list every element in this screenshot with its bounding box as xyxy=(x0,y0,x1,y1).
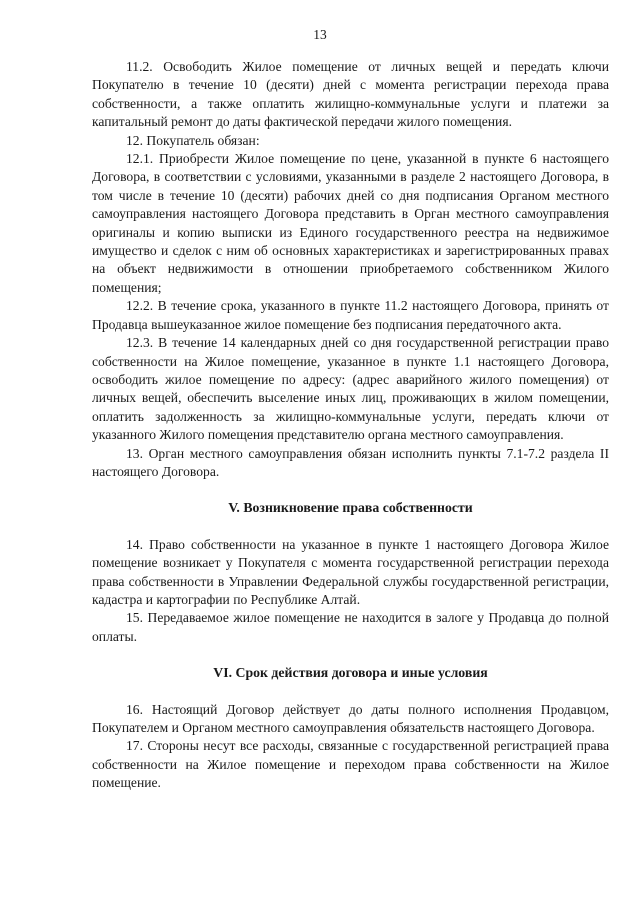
paragraph-16: 16. Настоящий Договор действует до даты полного исполнения Продавцом, Покупателем и Органом местного самоуправления обязательств настоящего Договора. xyxy=(92,701,609,735)
paragraph-12-3: 12.3. В течение 14 календарных дней со дня государственной регистрации право собственности на Жилое помещение, указанное в пункте 1.1 настоящего Договора, освободить жилое помещение по адресу: (адрес аварийного жилого помещения) от личных вещей, обеспечить выселение иных лиц, проживающих в жилом помещении, оплатить задолженность за жилищно-коммунальные услуги, передать ключи от указанного Жилого помещения представителю органа местного самоуправления. xyxy=(92,335,609,443)
paragraph-14: 14. Право собственности на указанное в пункте 1 настоящего Договора Жилое помещение возникает у Покупателя с момента государственной регистрации перехода права собственности в Управлении Федеральной службы государственной регистрации, кадастра и картографии по Республике Алтай. xyxy=(92,536,609,607)
paragraph-12-2: 12.2. В течение срока, указанного в пункте 11.2 настоящего Договора, принять от Продавца вышеуказанное жилое помещение без подписания передаточного акта. xyxy=(92,298,609,332)
paragraph-17: 17. Стороны несут все расходы, связанные с государственной регистрацией права собственности на Жилое помещение и переходом права собственности на Жилое помещение. xyxy=(92,738,609,791)
page-number: 13 xyxy=(313,27,327,42)
section-heading-v: V. Возникновение права собственности xyxy=(228,500,473,516)
document-body xyxy=(92,58,609,793)
paragraph-13: 13. Орган местного самоуправления обязан исполнить пункты 7.1-7.2 раздела II настоящего Договора. xyxy=(92,445,609,479)
paragraph-11-2: 11.2. Освободить Жилое помещение от личных вещей и передать ключи Покупателю в течение 10 (десяти) дней с момента регистрации перехода права собственности, а также оплатить жилищно-коммунальные услуги и платежи за капитальный ремонт до даты фактической передачи жилого помещения. xyxy=(92,59,609,130)
section-heading-vi: VI. Срок действия договора и иные условия xyxy=(213,665,488,681)
paragraph-12: 12. Покупатель обязан: xyxy=(126,132,260,148)
paragraph-15: 15. Передаваемое жилое помещение не находится в залоге у Продавца до полной оплаты. xyxy=(92,610,609,644)
paragraph-12-1: 12.1. Приобрести Жилое помещение по цене, указанной в пункте 6 настоящего Договора, в соответствии с условиями, указанными в разделе 2 настоящего Договора, в том числе в течение 10 (десяти) рабочих дней со дня подписания Органом местного самоуправления настоящего Договора представить в Орган местного самоуправления оригиналы и копию выписки из Единого государственного реестра на недвижимое имущество и сделок с ним об основных характеристиках и зарегистрированных правах на объект недвижимости в отношении приобретаемого собственником Жилого помещения; xyxy=(92,151,609,295)
